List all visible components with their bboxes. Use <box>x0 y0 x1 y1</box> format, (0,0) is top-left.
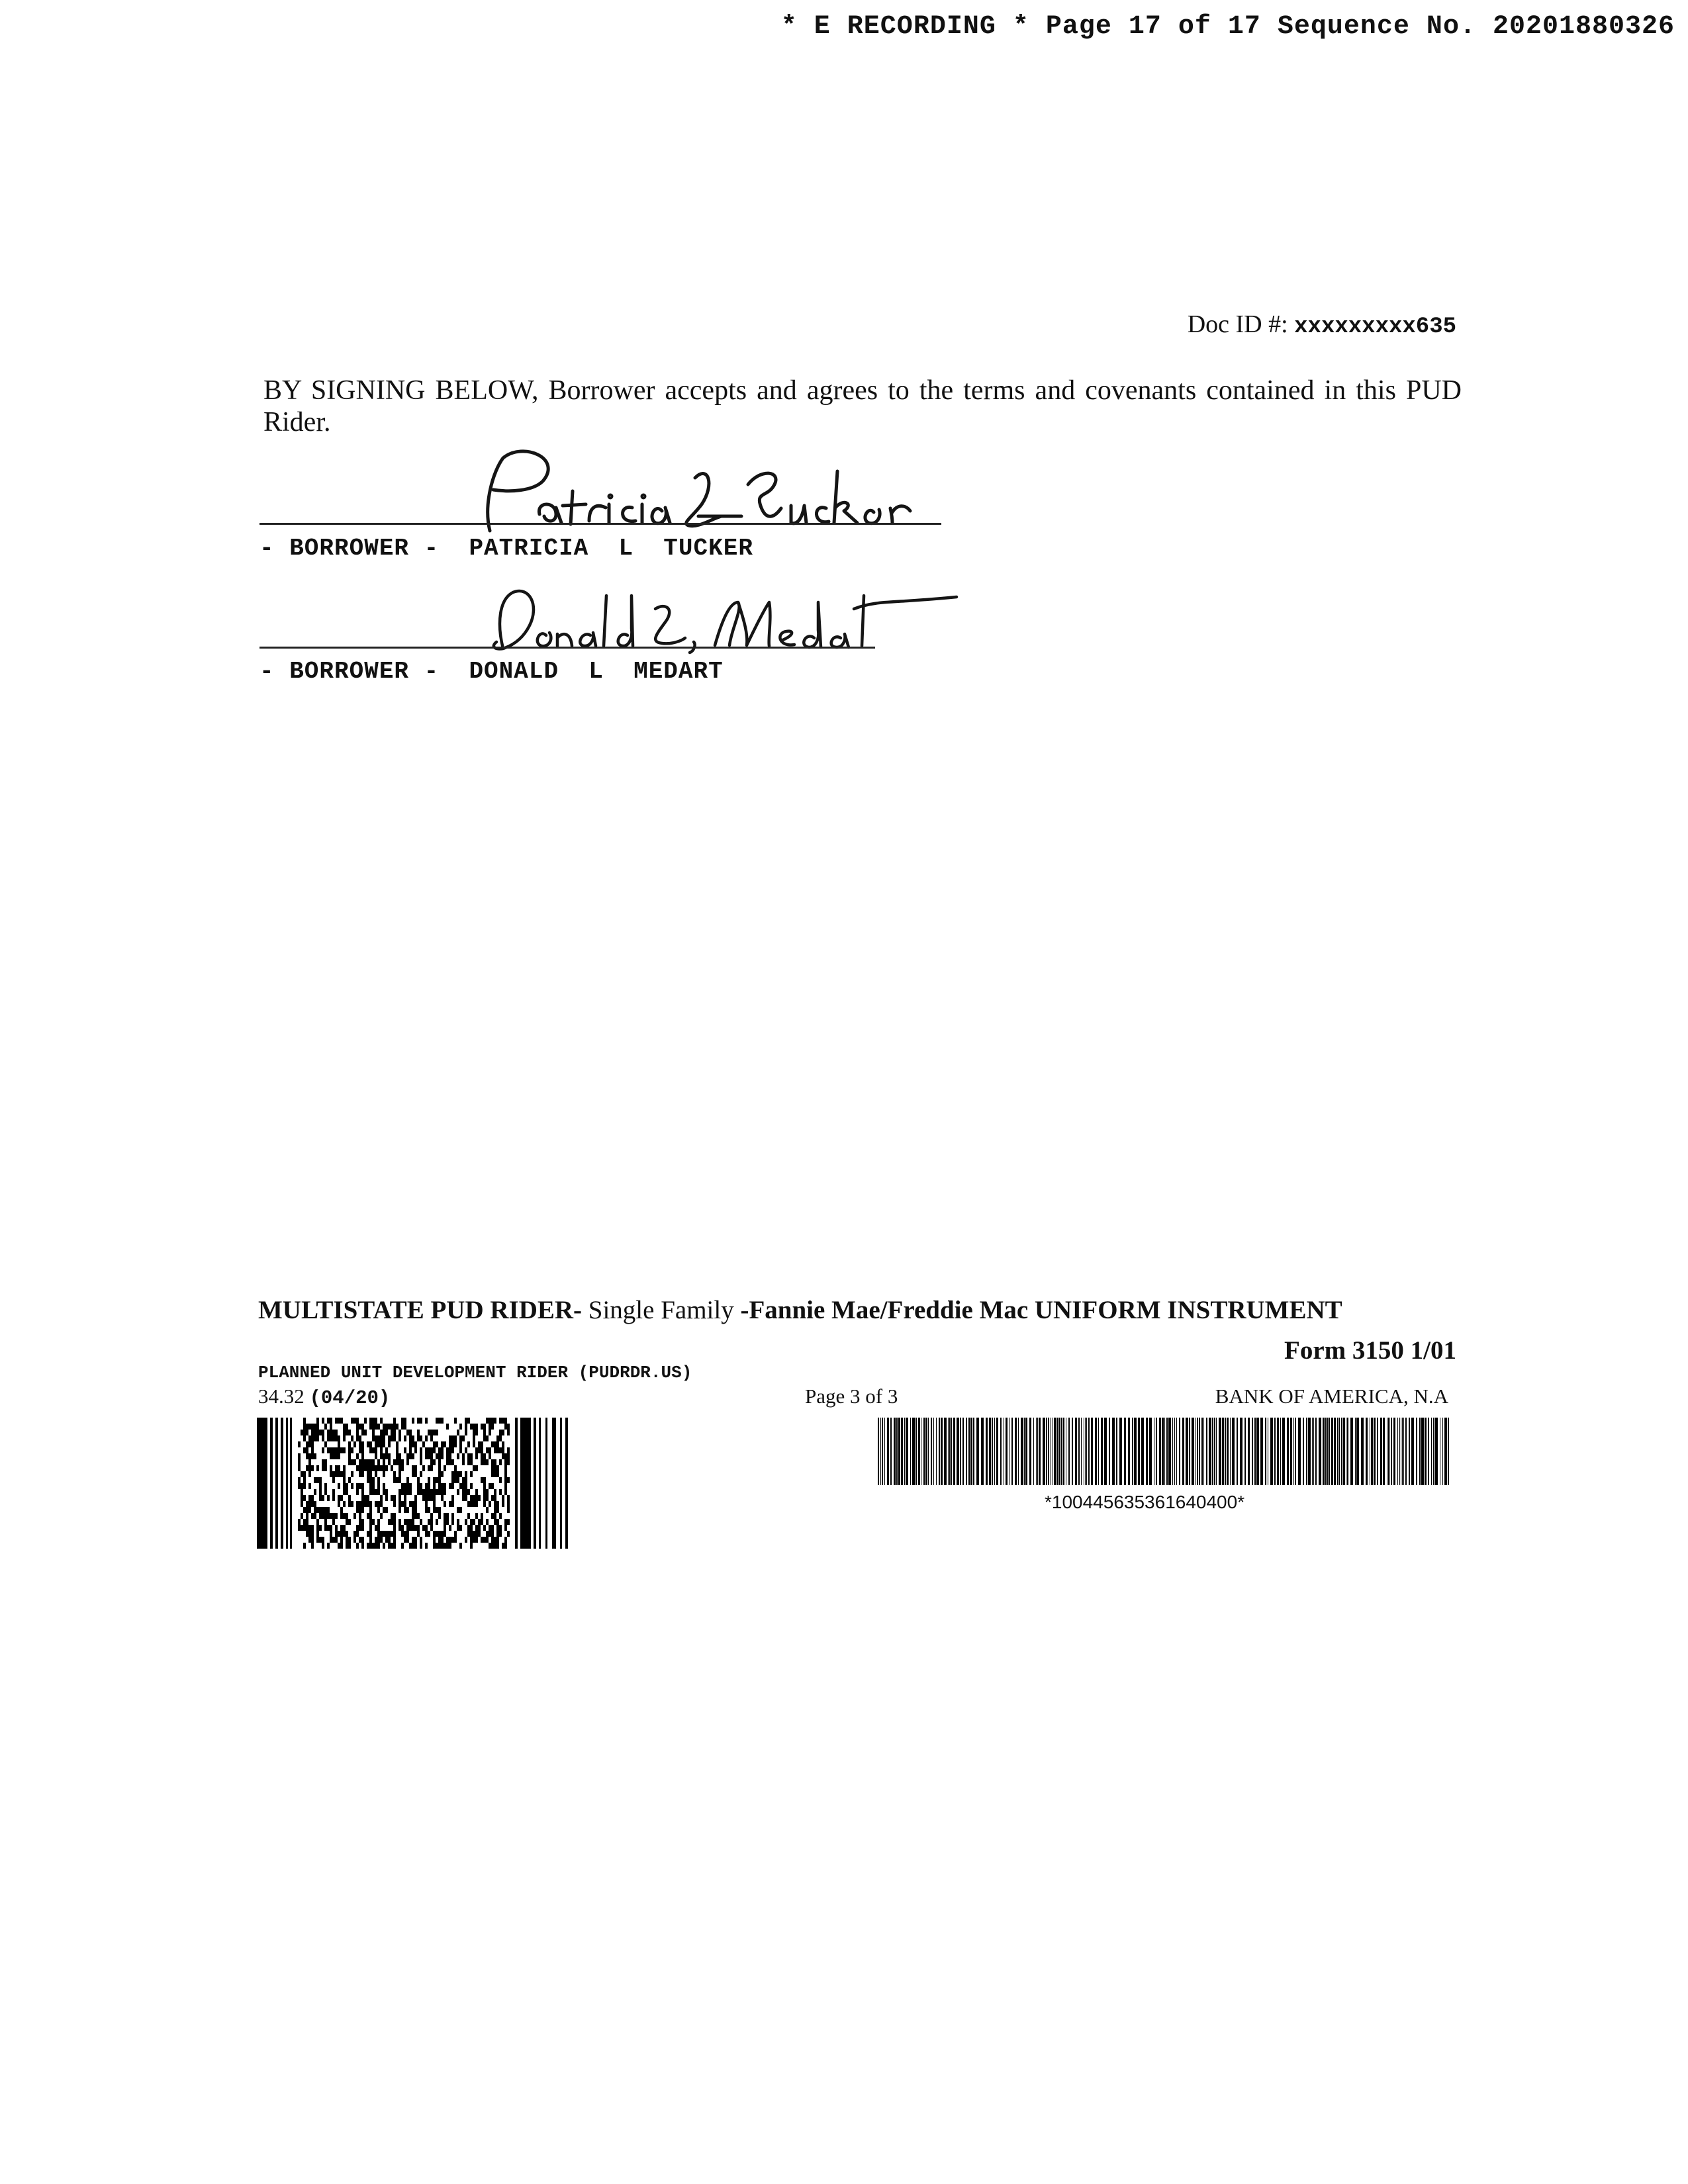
doc-id-value: xxxxxxxxx635 <box>1294 314 1456 340</box>
form-version <box>258 1385 390 1409</box>
linear-barcode <box>878 1418 1451 1485</box>
signature-line-2 <box>259 647 875 649</box>
signature-patricia-tucker <box>463 445 966 544</box>
lender-name: BANK OF AMERICA, N.A <box>1215 1385 1448 1408</box>
form-version-date: (04/20) <box>309 1387 391 1409</box>
form-version-number: 34.32 <box>258 1385 310 1408</box>
signing-statement: BY SIGNING BELOW, Borrower accepts and agrees to the terms and covenants contained in this PUD Rider. <box>263 375 1462 437</box>
rider-code: PLANNED UNIT DEVELOPMENT RIDER (PUDRDR.US) <box>258 1363 692 1383</box>
form-title-part-3: -Fannie Mae/Freddie Mac UNIFORM INSTRUMENT <box>740 1296 1342 1324</box>
form-title-part-1: MULTISTATE PUD RIDER- <box>258 1296 583 1324</box>
borrower-label-2: - BORROWER - DONALD L MEDART <box>259 658 724 685</box>
doc-id-label: Doc ID #: <box>1187 310 1288 338</box>
page-indicator: Page 3 of 3 <box>805 1385 898 1408</box>
recording-header: * E RECORDING * Page 17 of 17 Sequence No. 20201880326 <box>780 12 1675 42</box>
barcode-number: *100445635361640400* <box>1045 1492 1245 1512</box>
signature-donald-medart <box>483 582 960 655</box>
doc-id <box>1188 310 1456 340</box>
form-title <box>258 1295 1342 1325</box>
borrower-label-1: - BORROWER - PATRICIA L TUCKER <box>259 535 753 562</box>
form-title-part-2: Single Family <box>582 1296 741 1324</box>
form-number: Form 3150 1/01 <box>1284 1336 1456 1365</box>
signature-line-1 <box>259 523 941 525</box>
pdf417-barcode <box>257 1418 568 1549</box>
